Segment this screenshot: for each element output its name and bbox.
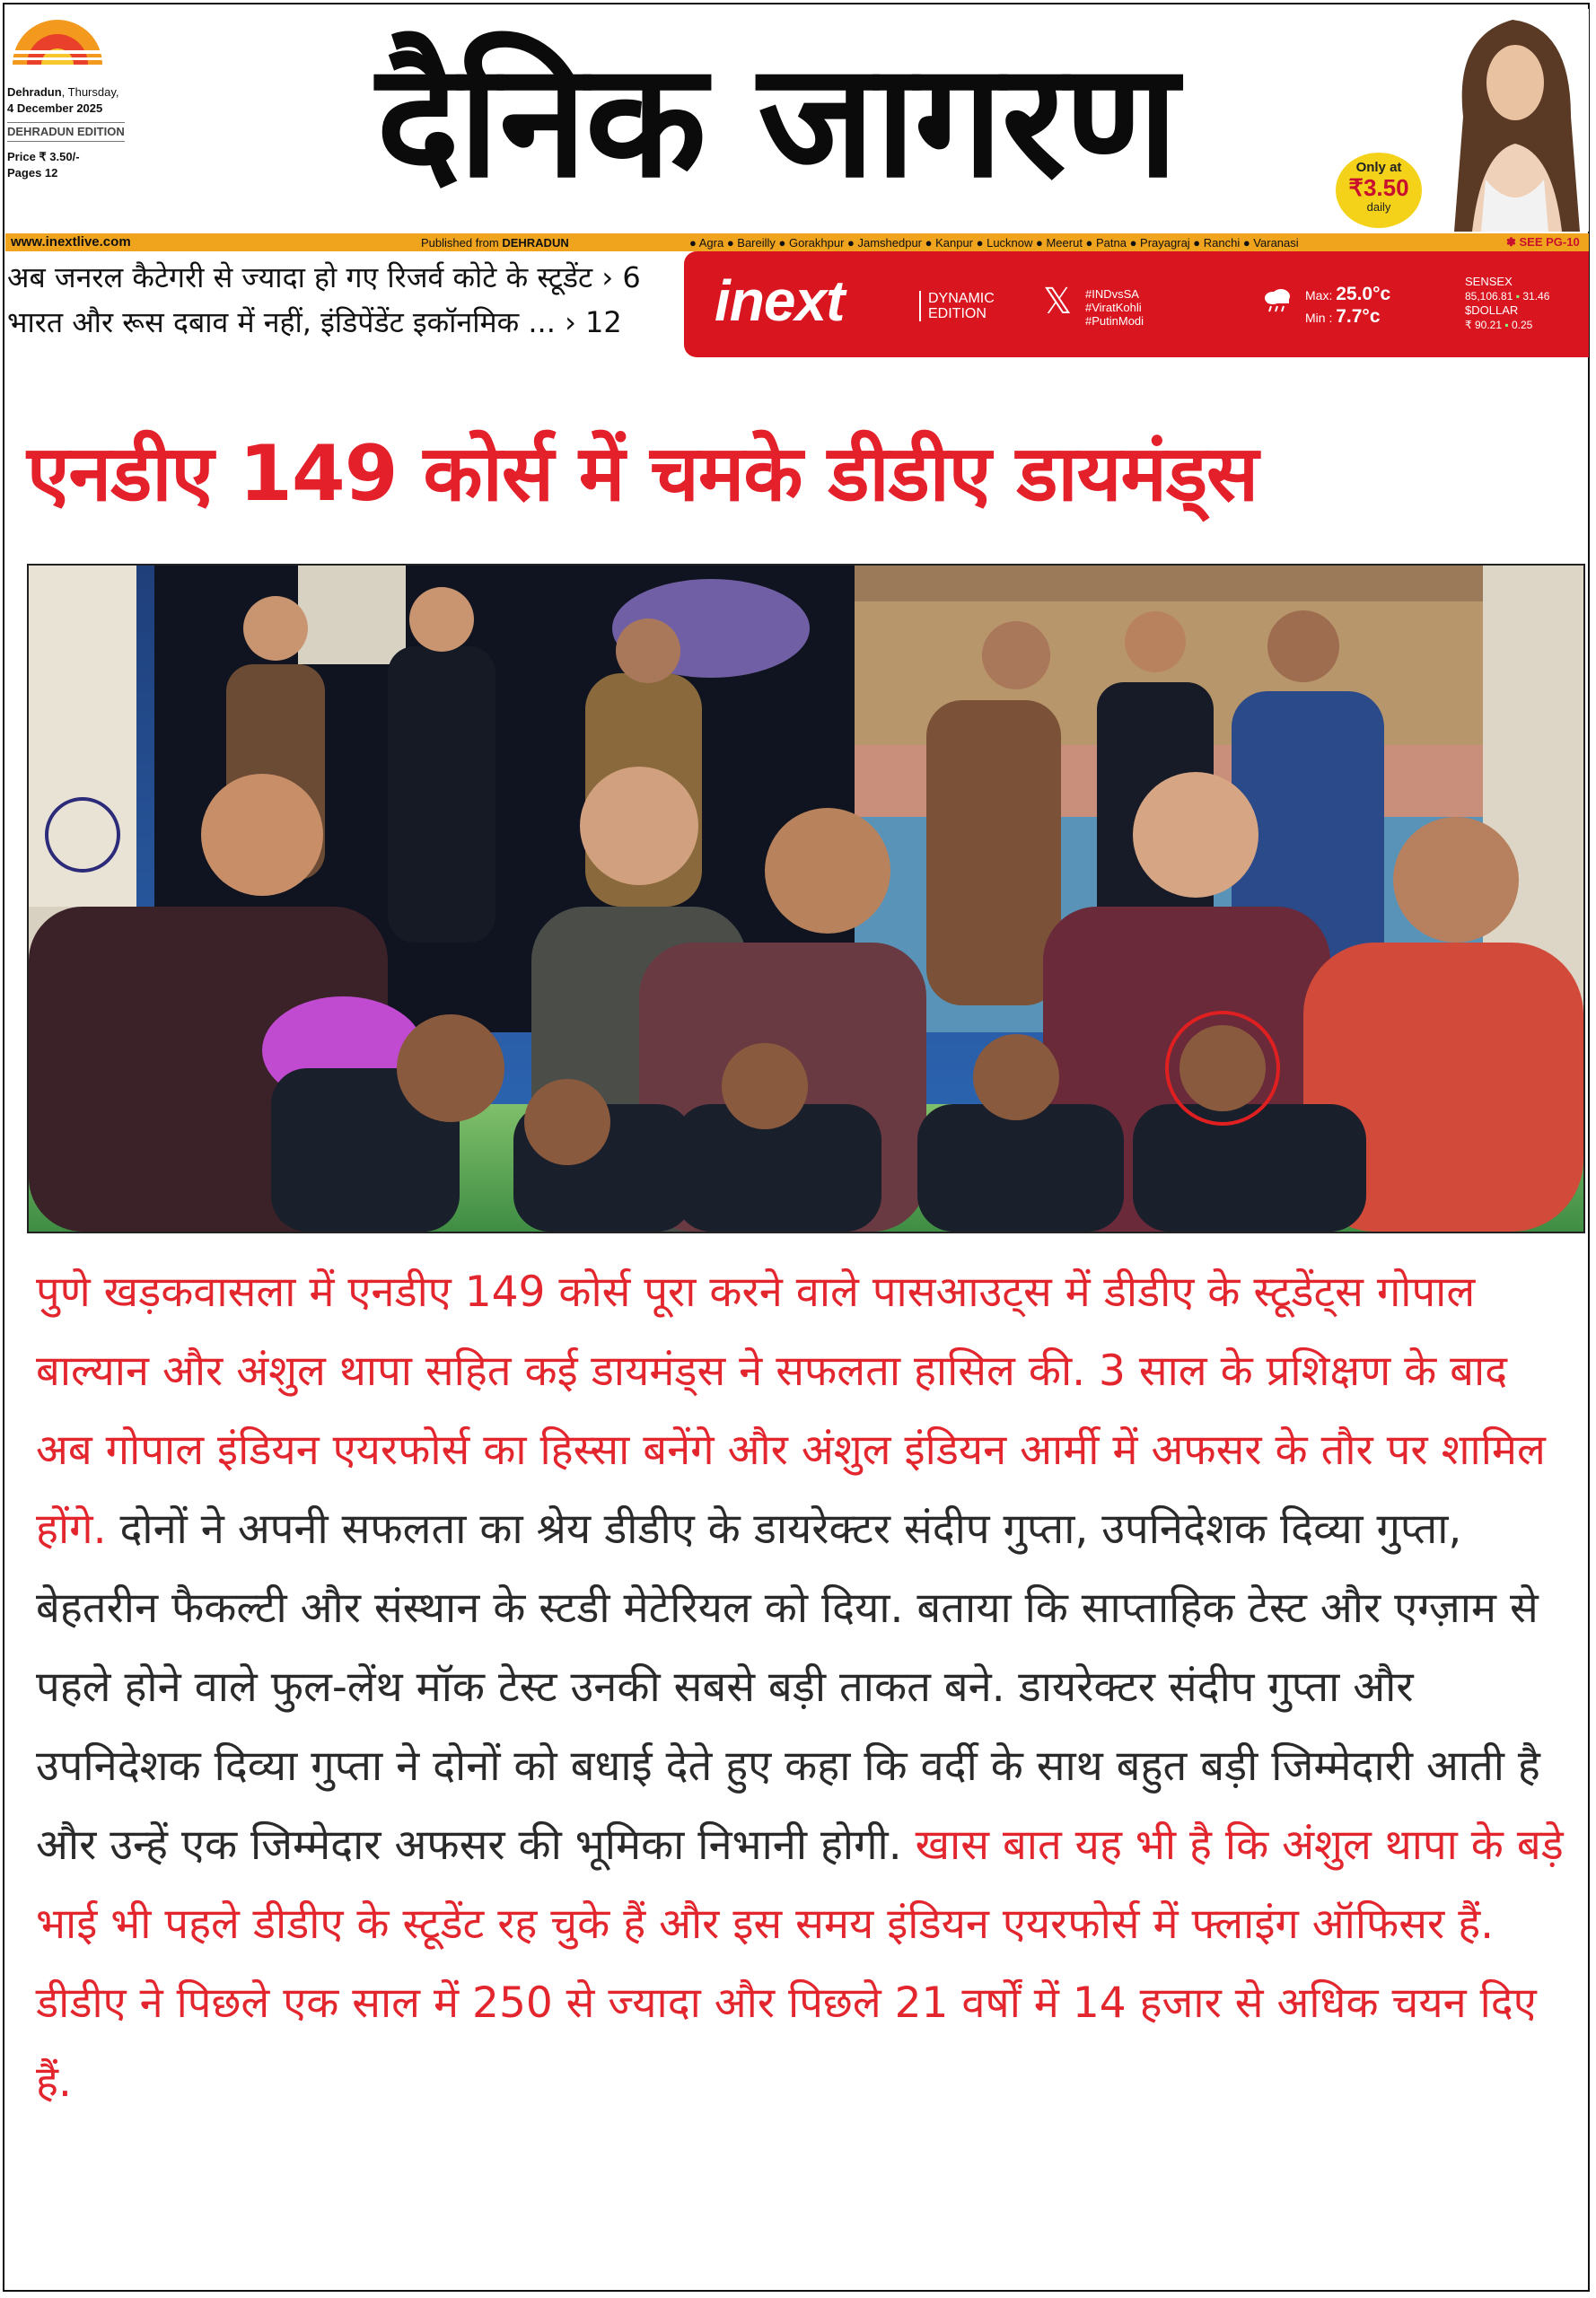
city-label: Dehradun (7, 85, 62, 99)
badge-top: Only at (1355, 160, 1402, 175)
dynamic-line: DYNAMIC (928, 291, 995, 306)
sensex-change: 31.46 (1522, 290, 1550, 303)
dynamic-edition-label (919, 291, 995, 321)
price-badge (1336, 153, 1422, 228)
temperature-block (1305, 284, 1390, 329)
sensex-label: SENSEX (1465, 275, 1513, 288)
x-logo-icon: 𝕏 (1043, 282, 1073, 321)
cadets-photo-collage (27, 564, 1585, 1233)
inext-banner (684, 251, 1589, 357)
ticker-item[interactable]: भारत और रूस दबाव में नहीं, इंडिपेंडेंट इकॉनमिक ... › 12 (7, 305, 622, 339)
collage-image (29, 566, 1583, 1232)
info-strip (5, 233, 1589, 251)
date-label: 4 December 2025 (7, 101, 103, 115)
dollar-change: 0.25 (1511, 319, 1533, 331)
max-temp: 25.0°c (1336, 284, 1391, 304)
badge-bottom: daily (1366, 200, 1391, 214)
sensex-value: 85,106.81 (1465, 290, 1513, 303)
published-from (421, 236, 569, 250)
dollar-label: $DOLLAR (1465, 303, 1519, 317)
badge-price: ₹3.50 (1348, 174, 1409, 201)
inext-logo: inext (715, 268, 845, 333)
article-outro: खास बात यह भी है कि अंशुल थापा के बड़े भाई भी पहले डीडीए के स्टूडेंट रह चुके हैं और इस समय इंडियन एयरफोर्स में फ्लाइंग ऑफिसर हैं. डीडीए ने पिछले एक साल में 250 से ज्यादा और पिछले 21 वर्षों में 14 हजार से अधिक चयन दिए हैं. (36, 1820, 1564, 2107)
hashtag[interactable]: #PutinModi (1085, 314, 1144, 328)
market-block: SENSEX 85,106.81 ▪ 31.46 $DOLLAR ₹ 90.21 ▪ 0.25 (1465, 275, 1550, 331)
newspaper-title: दैनिक जागरण (376, 29, 1177, 213)
hashtag[interactable]: #ViratKohli (1085, 301, 1142, 314)
see-page-label: SEE PG-10 (1519, 235, 1580, 249)
published-city: DEHRADUN (502, 236, 569, 250)
hashtag[interactable]: #INDvsSA (1085, 287, 1139, 301)
see-page-link[interactable]: ✽ SEE PG-10 (1506, 235, 1580, 249)
min-temp: 7.7°c (1336, 306, 1381, 327)
trending-hashtags (1085, 287, 1144, 328)
article-body (36, 1253, 1576, 2122)
rain-cloud-icon (1262, 287, 1293, 312)
article-main-text: दोनों ने अपनी सफलता का श्रेय डीडीए के डायरेक्टर संदीप गुप्ता, उपनिदेशक दिव्या गुप्ता, बेहतरीन फैकल्टी और संस्थान के स्टडी मेटेरियल को दिया. बताया कि साप्ताहिक टेस्ट और एग्ज़ाम से पहले होने वाले फुल-लेंथ मॉक टेस्ट उनकी सबसे बड़ी ताकत बने. डायरेक्टर संदीप गुप्ता और उपनिदेशक दिव्या गुप्ता ने दोनों को बधाई देते हुए कहा कि वर्दी के साथ बहुत बड़ी जिम्मेदारी आती है और उन्हें एक जिम्मेदार अफसर की भूमिका निभानी होगी. (36, 1504, 1540, 1870)
headline-ticker (7, 255, 680, 345)
cities-list: ● Agra ● Bareilly ● Gorakhpur ● Jamshedpur ● Kanpur ● Lucknow ● Meerut ● Patna ● Prayagraj ● Ranchi ● Varanasi (689, 236, 1299, 250)
pages-label: Pages 12 (7, 166, 58, 180)
website-link[interactable]: www.inextlive.com (11, 234, 131, 250)
dainik-jagran-logo-icon (7, 13, 108, 68)
day-label: , Thursday, (61, 85, 119, 99)
ticker-item[interactable]: अब जनरल कैटेगरी से ज्यादा हो गए रिजर्व कोटे के स्टूडेंट › 6 (7, 260, 641, 294)
edition-line: EDITION (928, 306, 987, 321)
published-label: Published from (421, 236, 503, 250)
edition-label: DEHRADUN EDITION (7, 122, 125, 142)
price-label: Price ₹ 3.50/- (7, 150, 80, 163)
edition-meta (7, 84, 160, 181)
model-photo (1436, 9, 1589, 232)
dollar-value: ₹ 90.21 (1465, 319, 1502, 331)
max-label: Max: (1305, 288, 1333, 303)
min-label: Min : (1305, 311, 1333, 325)
article-headline: एनडीए 149 कोर्स में चमके डीडीए डायमंड्स (27, 429, 1258, 519)
article-intro: पुणे खड़कवासला में एनडीए 149 कोर्स पूरा करने वाले पासआउट्स में डीडीए के स्टूडेंट्स गोपाल बाल्यान और अंशुल थापा सहित कई डायमंड्स ने सफलता हासिल की. 3 साल के प्रशिक्षण के बाद अब गोपाल इंडियन एयरफोर्स का हिस्सा बनेंगे और अंशुल इंडियन आर्मी में अफसर के तौर पर शामिल होंगे. (36, 1267, 1546, 1554)
